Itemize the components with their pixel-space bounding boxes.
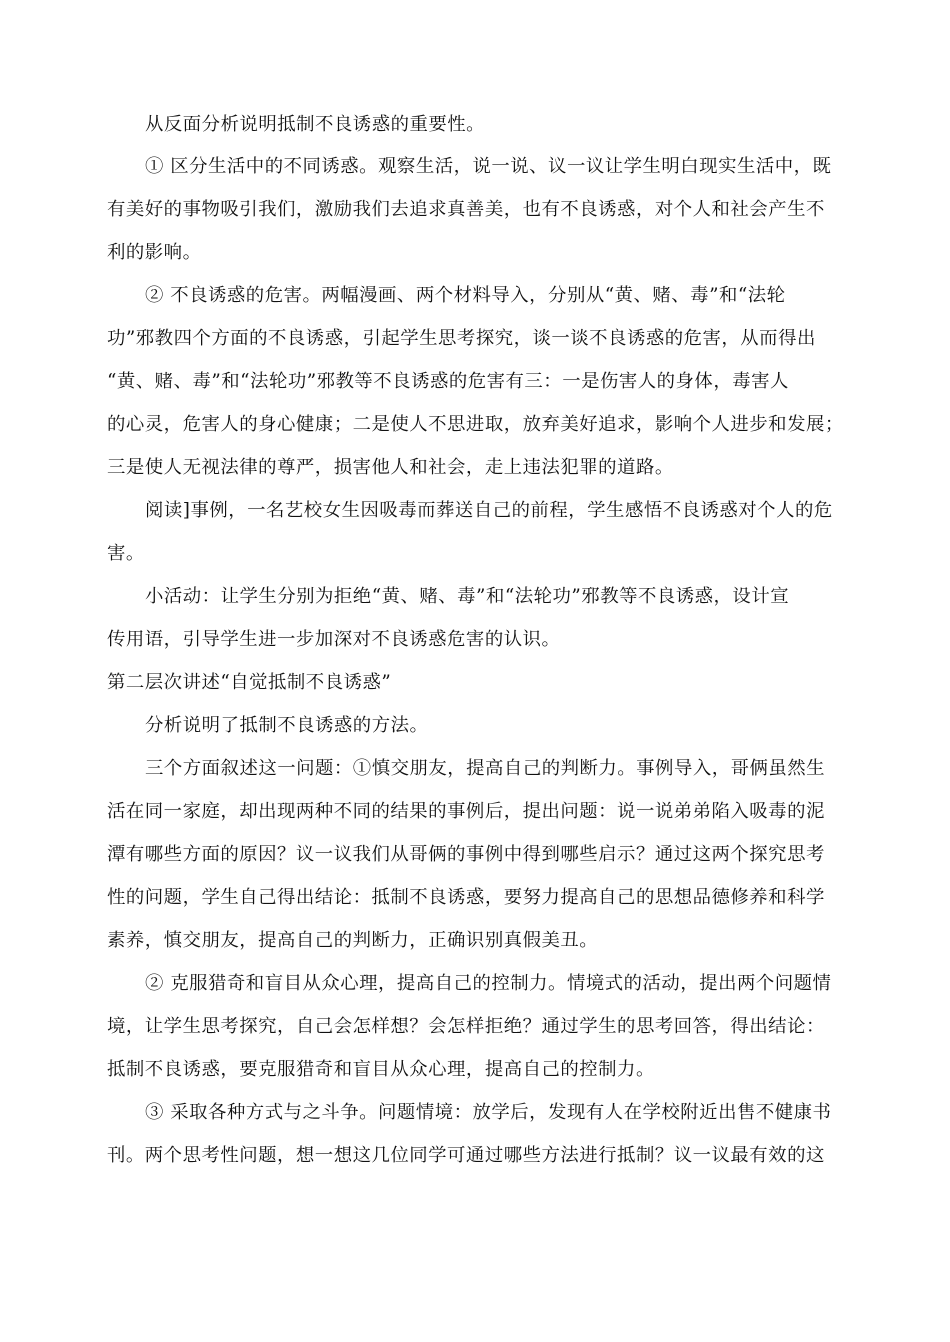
paragraph-method-1-line-2: 活在同一家庭，却出现两种不同的结果的事例后，提出问题：说一说弟弟陷入吸毒的泥 xyxy=(107,801,825,822)
paragraph-method-1-line-3: 潭有哪些方面的原因？议一议我们从哥俩的事例中得到哪些启示？通过这两个探究思考 xyxy=(107,844,825,865)
paragraph-reading-line-2: 害。 xyxy=(107,543,145,564)
paragraph-method-2-line-3: 抵制不良诱惑，要克服猎奇和盲目从众心理，提高自己的控制力。 xyxy=(107,1059,655,1080)
paragraph-point-2-line-3: “黄、赌、毒”和“法轮功”邪教等不良诱惑的危害有三：一是伤害人的身体，毒害人 xyxy=(107,371,789,392)
section-heading-level-2: 第二层次讲述“自觉抵制不良诱惑” xyxy=(107,672,392,693)
paragraph-point-1-line-1: ① 区分生活中的不同诱惑。观察生活，说一说、议一议让学生明白现实生活中，既 xyxy=(145,156,832,177)
paragraph-method-3-line-2: 刊。两个思考性问题，想一想这几位同学可通过哪些方法进行抵制？议一议最有效的这 xyxy=(107,1145,825,1166)
paragraph-activity-line-2: 传用语，引导学生进一步加深对不良诱惑危害的认识。 xyxy=(107,629,561,650)
paragraph-method-3-line-1: ③ 采取各种方式与之斗争。问题情境：放学后，发现有人在学校附近出售不健康书 xyxy=(145,1102,832,1123)
paragraph-point-1-line-3: 利的影响。 xyxy=(107,242,202,263)
paragraph-point-2-line-2: 功”邪教四个方面的不良诱惑，引起学生思考探究，谈一谈不良诱惑的危害，从而得出 xyxy=(107,328,816,349)
paragraph-method-2-line-2: 境，让学生思考探究，自己会怎样想？会怎样拒绝？通过学生的思考回答，得出结论： xyxy=(107,1016,825,1037)
paragraph-importance-intro-line-1: 从反面分析说明抵制不良诱惑的重要性。 xyxy=(145,114,486,135)
paragraph-point-2-line-5: 三是使人无视法律的尊严，损害他人和社会，走上违法犯罪的道路。 xyxy=(107,457,674,478)
paragraph-method-1-line-5: 素养，慎交朋友，提高自己的判断力，正确识别真假美丑。 xyxy=(107,930,599,951)
paragraph-methods-intro-line-1: 分析说明了抵制不良诱惑的方法。 xyxy=(145,715,429,736)
paragraph-point-2-line-4: 的心灵，危害人的身心健康；二是使人不思进取，放弃美好追求，影响个人进步和发展； xyxy=(107,414,844,435)
paragraph-point-1-line-2: 有美好的事物吸引我们，激励我们去追求真善美，也有不良诱惑，对个人和社会产生不 xyxy=(107,199,825,220)
paragraph-method-1-line-4: 性的问题，学生自己得出结论：抵制不良诱惑，要努力提高自己的思想品德修养和科学 xyxy=(107,887,825,908)
paragraph-activity-line-1: 小活动：让学生分别为拒绝“黄、赌、毒”和“法轮功”邪教等不良诱惑，设计宣 xyxy=(145,586,790,607)
paragraph-point-2-line-1: ② 不良诱惑的危害。两幅漫画、两个材料导入，分别从“黄、赌、毒”和“法轮 xyxy=(145,285,786,306)
paragraph-method-2-line-1: ② 克服猎奇和盲目从众心理，提高自己的控制力。情境式的活动，提出两个问题情 xyxy=(145,973,832,994)
paragraph-reading-line-1: 阅读]事例，一名艺校女生因吸毒而葬送自己的前程，学生感悟不良诱惑对个人的危 xyxy=(145,500,833,521)
paragraph-method-1-line-1: 三个方面叙述这一问题：①慎交朋友，提高自己的判断力。事例导入，哥俩虽然生 xyxy=(145,758,826,779)
